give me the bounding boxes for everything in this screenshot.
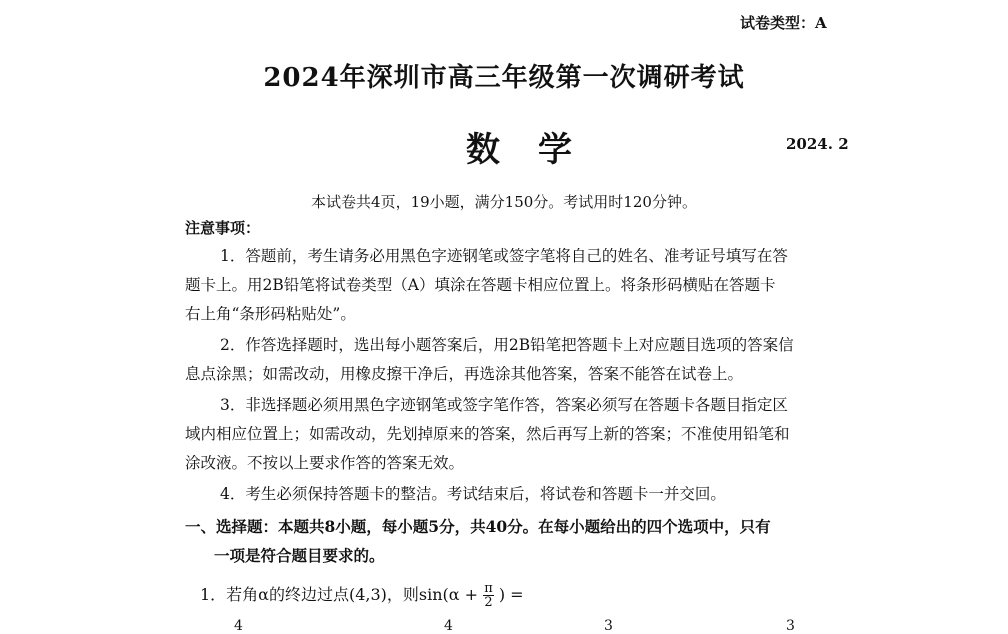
notice-item-3-line-3: 涂改液。不按以上要求作答的答案无效。 — [185, 454, 465, 472]
section-1-heading: 一、选择题：本题共8小题，每小题5分，共40分。在每小题给出的四个选项中，只有 — [185, 517, 771, 536]
notice-item-1-line-1: 1．答题前，考生请务必用黑色字迹钢笔或签字笔将自己的姓名、准考证号填写在答 — [220, 247, 788, 265]
notice-heading: 注意事项： — [185, 219, 261, 237]
subject-char-2: 学 — [538, 130, 572, 170]
notice-item-3-line-2: 域内相应位置上；如需改动，先划掉原来的答案，然后再写上新的答案；不准使用铅笔和 — [185, 425, 790, 443]
subject-char-1: 数 — [466, 130, 500, 170]
section-1-heading-cont: 一项是符合题目要求的。 — [214, 546, 385, 565]
option-a-partial: 4 — [234, 618, 243, 634]
option-d-partial: 3 — [786, 618, 795, 634]
notice-item-2-line-1: 2．作答选择题时，选出每小题答案后，用2B铅笔把答题卡上对应题目选项的答案信 — [220, 336, 794, 354]
notice-item-1-line-3: 右上角“条形码粘贴处”。 — [185, 305, 356, 323]
subject-title — [466, 122, 572, 171]
notice-item-2-line-2: 息点涂黑；如需改动，用橡皮擦干净后，再选涂其他答案，答案不能答在试卷上。 — [185, 365, 744, 383]
question-1-stem — [200, 582, 524, 609]
question-1-fraction — [483, 582, 494, 609]
option-c-partial: 3 — [604, 618, 613, 634]
notice-item-4-line-1: 4．考生必须保持答题卡的整洁。考试结束后，将试卷和答题卡一并交回。 — [220, 485, 726, 503]
question-1-prefix: 1．若角α的终边过点(4,3)，则sin(α + — [200, 585, 479, 604]
fraction-denominator: 2 — [484, 595, 493, 610]
question-1-suffix: ) = — [498, 585, 524, 604]
exam-type-label: 试卷类型：A — [740, 14, 827, 32]
option-b-partial: 4 — [444, 618, 453, 634]
exam-date: 2024. 2 — [786, 135, 849, 153]
fraction-numerator: π — [484, 581, 493, 596]
exam-summary: 本试卷共4页，19小题，满分150分。考试用时120分钟。 — [311, 193, 697, 211]
exam-title: 2024年深圳市高三年级第一次调研考试 — [263, 63, 745, 93]
notice-item-1-line-2: 题卡上。用2B铅笔将试卷类型（A）填涂在答题卡相应位置上。将条形码横贴在答题卡 — [185, 276, 776, 294]
notice-item-3-line-1: 3．非选择题必须用黑色字迹钢笔或签字笔作答，答案必须写在答题卡各题目指定区 — [220, 396, 788, 414]
